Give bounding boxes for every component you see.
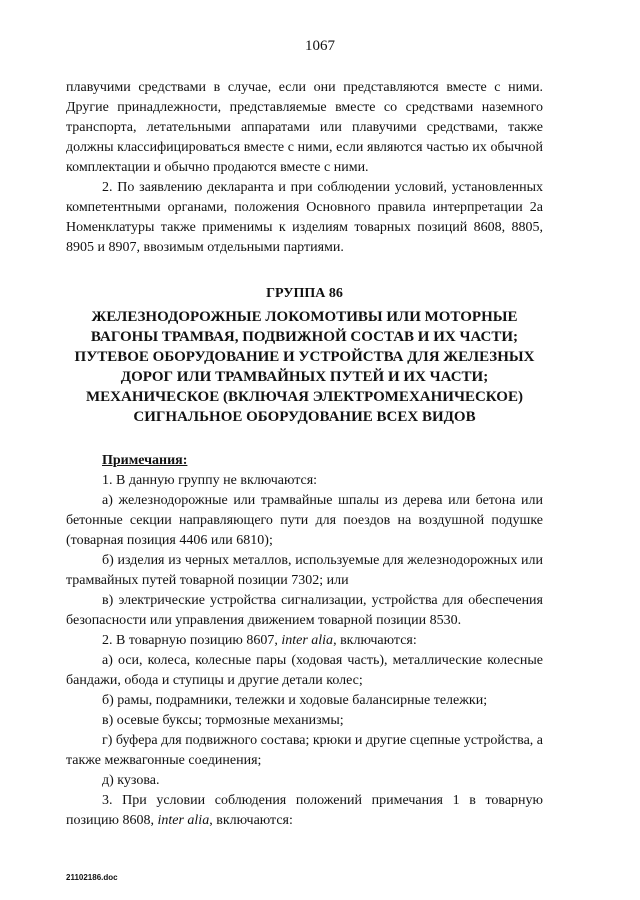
note-2 [66,631,543,651]
note-3-italic: inter alia [157,813,210,828]
note-2a: а) оси, колеса, колесные пары (ходовая часть), металлические колесные бандажи, обода и ступицы и другие детали колес; [66,653,543,688]
note-2b: б) рамы, подрамники, тележки и ходовые балансирные тележки; [102,693,488,708]
group-title: ГРУППА 86 [266,286,343,301]
note-3 [66,791,543,831]
note-2c: в) осевые буксы; тормозные механизмы; [102,713,344,728]
file-name-footer: 21102186.doc [66,873,118,882]
group-heading: ЖЕЛЕЗНОДОРОЖНЫЕ ЛОКОМОТИВЫ ИЛИ МОТОРНЫЕ ВАГОНЫ ТРАМВАЯ, ПОДВИЖНОЙ СОСТАВ И ИХ ЧАСТИ; ПУТЕВОЕ ОБОРУДОВАНИЕ И УСТРОЙСТВА ДЛЯ ЖЕЛЕЗНЫХ ДОРОГ ИЛИ ТРАМВАЙНЫХ ПУТЕЙ И ИХ ЧАСТИ; МЕХАНИЧЕСКОЕ (ВКЛЮЧАЯ ЭЛЕКТРОМЕХАНИЧЕСКОЕ) СИГНАЛЬНОЕ ОБОРУДОВАНИЕ ВСЕХ ВИДОВ [74,309,535,425]
note-1a: а) железнодорожные или трамвайные шпалы из дерева или бетона или бетонные секции направляющего пути для поездов на воздушной подушке (товарная позиция 4406 или 6810); [66,493,543,548]
note-3-text-end: , включаются: [209,813,293,828]
note-1: 1. В данную группу не включаются: [102,473,318,488]
note-2e: д) кузова. [102,773,160,788]
group-header [66,284,543,427]
note-2-text-end: , включаются: [333,633,417,648]
note-3-text-start: 3. При условии соблюдения положений примечания 1 в товарную позицию 8608, [66,793,543,828]
document-body [66,78,543,831]
note-2-text-start: 2. В товарную позицию 8607, [102,633,282,648]
intro-paragraph-2: 2. По заявлению декларанта и при соблюдении условий, установленных компетентными органами, положения Основного правила интерпретации 2а Номенклатуры также применимы к изделиям товарных позиций 8608, 8805, 8905 и 8907, ввозимым отдельными партиями. [66,180,543,255]
note-2d: г) буфера для подвижного состава; крюки и другие сцепные устройства, а также межвагонные соединения; [66,733,544,768]
notes-heading: Примечания: [102,453,188,468]
note-2-italic: inter alia [281,633,334,648]
page-number: 1067 [305,38,335,54]
intro-paragraph-1: плавучими средствами в случае, если они представляются вместе с ними. Другие принадлежности, представляемые вместе со средствами наземного транспорта, летательными аппаратами или плавучими средствами, также должны классифицироваться вместе с ними, если являются частью их обычной комплектации и обычно продаются вместе с ними. [66,80,543,175]
note-1c: в) электрические устройства сигнализации, устройства для обеспечения безопасности или управления движением товарной позиции 8530. [66,593,543,628]
note-1b: б) изделия из черных металлов, используемые для железнодорожных или трамвайных путей товарной позиции 7302; или [66,553,543,588]
